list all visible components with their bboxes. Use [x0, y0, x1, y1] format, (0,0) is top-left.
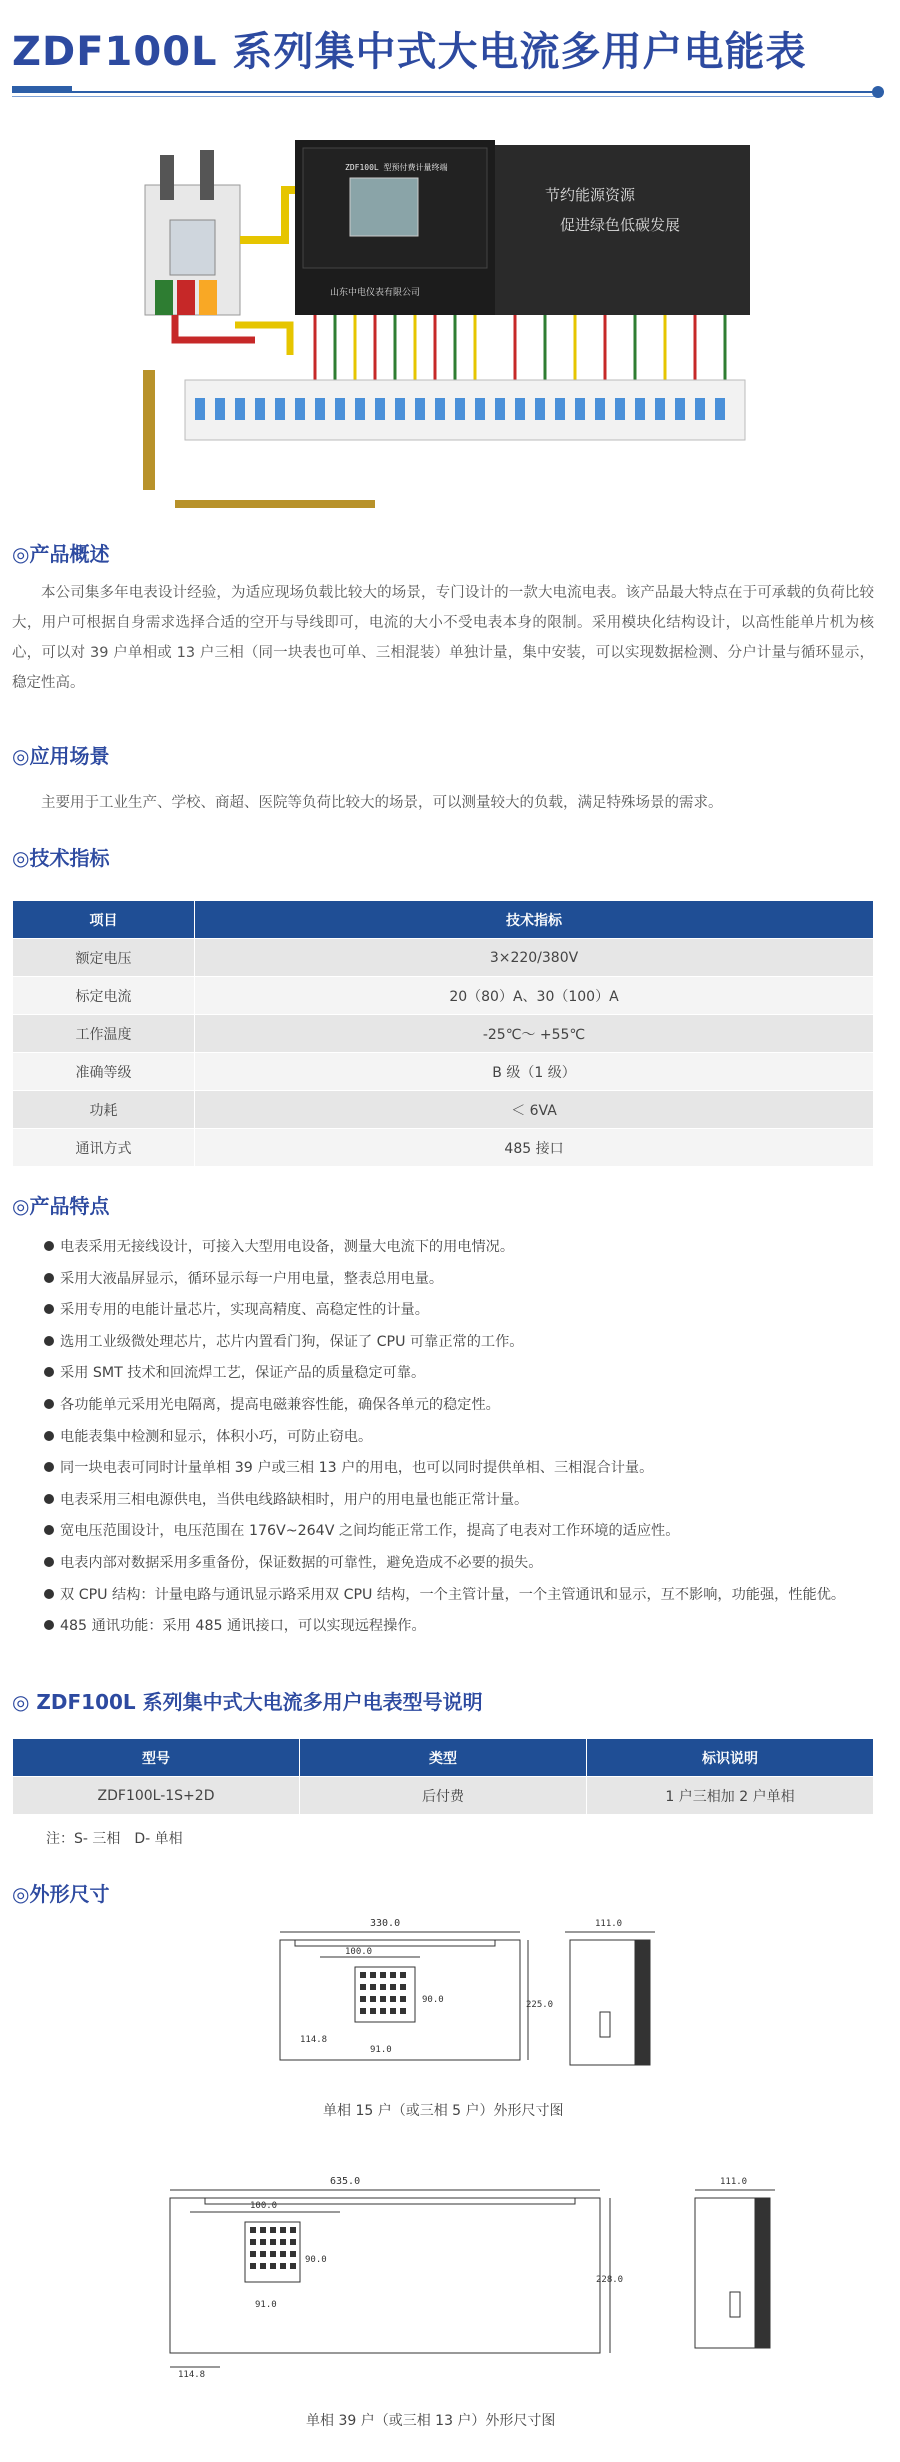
model-col-type: 类型	[300, 1739, 587, 1777]
bullet-icon	[44, 1336, 54, 1346]
list-item: 电能表集中检测和显示，体积小巧，可防止窃电。	[12, 1422, 874, 1454]
specs-col-value: 技术指标	[195, 901, 874, 939]
application-text: 主要用于工业生产、学校、商超、医院等负荷比较大的场景，可以测量较大的负载，满足特殊场景的需求。	[41, 795, 723, 811]
bullet-icon	[44, 1557, 54, 1567]
spec-value: -25℃～ +55℃	[195, 1015, 874, 1053]
spec-item: 准确等级	[13, 1053, 195, 1091]
model-table	[12, 1738, 874, 1815]
small-depth-label: 111.0	[595, 1919, 623, 1929]
list-item: 宽电压范围设计，电压范围在 176V~264V 之间均能正常工作，提高了电表对工作环境的适应性。	[12, 1516, 874, 1548]
overview-text: 本公司集多年电表设计经验，为适应现场负载比较大的场景，专门设计的一款大电流电表。该产品最大特点在于可承载的负荷比较大，用户可根据自身需求选择合适的空开与导线即可，电流的大小不受电表本身的限制。采用模块化结构设计，以高性能单片机为核心，可以对 39 户单相或 13 户三相（同一块表也可单、三相混装）单独计量，集中安装，可以实现数据检测、分户计量与循环显示，稳定性高。	[12, 585, 874, 691]
features-heading: ◎产品特点	[12, 1194, 110, 1218]
product-photo	[115, 130, 755, 520]
list-item: 各功能单元采用光电隔离，提高电磁兼容性能，确保各单元的稳定性。	[12, 1390, 874, 1422]
model-value: ZDF100L-1S+2D	[13, 1777, 300, 1815]
overview-heading: ◎产品概述	[12, 542, 110, 566]
small-win-h-label: 90.0	[422, 1995, 444, 2005]
spec-item: 通讯方式	[13, 1129, 195, 1167]
bullet-icon	[44, 1431, 54, 1441]
large-win-h-label: 90.0	[305, 2255, 327, 2265]
large-height-label: 228.0	[596, 2275, 624, 2285]
large-depth-label: 111.0	[720, 2177, 748, 2187]
specs-table	[12, 900, 874, 1167]
hero-slogan-2: 促进绿色低碳发展	[560, 216, 681, 234]
table-row	[13, 939, 874, 977]
table-row	[13, 1053, 874, 1091]
spec-value: 485 接口	[195, 1129, 874, 1167]
bullet-icon	[44, 1241, 54, 1251]
table-row	[13, 1129, 874, 1167]
table-row	[13, 1091, 874, 1129]
large-left-label: 114.8	[178, 2370, 206, 2380]
list-item: 电表采用三相电源供电，当供电线路缺相时，用户的用电量也能正常计量。	[12, 1485, 874, 1517]
spec-item: 功耗	[13, 1091, 195, 1129]
hero-slogan-1: 节约能源资源	[545, 186, 636, 204]
features-list	[12, 1232, 874, 1643]
specs-heading: ◎技术指标	[12, 846, 110, 870]
bullet-icon	[44, 1494, 54, 1504]
hero-maker: 山东中电仪表有限公司	[330, 288, 421, 298]
small-width-label: 330.0	[370, 1918, 401, 1929]
large-front-drawing	[160, 2172, 630, 2386]
spec-value: 20（80）A、30（100）A	[195, 977, 874, 1015]
list-item: 电表采用无接线设计，可接入大型用电设备，测量大电流下的用电情况。	[12, 1232, 874, 1264]
page-title: ZDF100L 系列集中式大电流多用户电能表	[12, 29, 807, 75]
list-item: 采用 SMT 技术和回流焊工艺，保证产品的质量稳定可靠。	[12, 1358, 874, 1390]
application-heading: ◎应用场景	[12, 744, 110, 768]
small-left-label: 114.8	[300, 2035, 328, 2045]
specs-col-item: 项目	[13, 901, 195, 939]
large-bottom-label: 91.0	[255, 2300, 277, 2310]
small-bottom-label: 91.0	[370, 2045, 392, 2055]
type-value: 后付费	[300, 1777, 587, 1815]
small-drawing-caption: 单相 15 户（或三相 5 户）外形尺寸图	[323, 2103, 564, 2119]
spec-item: 标定电流	[13, 977, 195, 1015]
small-height-label: 225.0	[526, 2000, 554, 2010]
small-front-drawing	[270, 1912, 554, 2086]
dims-heading: ◎外形尺寸	[12, 1882, 110, 1906]
list-item: 采用专用的电能计量芯片，实现高精度、高稳定性的计量。	[12, 1295, 874, 1327]
model-note: 注：S- 三相 D- 单相	[46, 1831, 183, 1847]
small-win-w-label: 100.0	[345, 1947, 373, 1957]
large-side-drawing	[685, 2172, 785, 2366]
large-width-label: 635.0	[330, 2176, 361, 2187]
bullet-icon	[44, 1304, 54, 1314]
large-win-w-label: 100.0	[250, 2201, 278, 2211]
large-drawing-caption: 单相 39 户（或三相 13 户）外形尺寸图	[306, 2413, 556, 2429]
model-heading: ◎ ZDF100L 系列集中式大电流多用户电表型号说明	[12, 1690, 483, 1714]
list-item: 485 通讯功能：采用 485 通讯接口，可以实现远程操作。	[12, 1611, 874, 1643]
bullet-icon	[44, 1399, 54, 1409]
table-row	[13, 1015, 874, 1053]
bullet-icon	[44, 1273, 54, 1283]
bullet-icon	[44, 1367, 54, 1377]
bullet-icon	[44, 1525, 54, 1535]
bullet-icon	[44, 1462, 54, 1472]
bullet-icon	[44, 1620, 54, 1630]
desc-value: 1 户三相加 2 户单相	[587, 1777, 874, 1815]
spec-item: 工作温度	[13, 1015, 195, 1053]
model-col-desc: 标识说明	[587, 1739, 874, 1777]
bullet-icon	[44, 1589, 54, 1599]
list-item: 同一块电表可同时计量单相 39 户或三相 13 户的用电，也可以同时提供单相、三相混合计量。	[12, 1453, 874, 1485]
table-row	[13, 977, 874, 1015]
hero-panel-label: ZDF100L 型预付费计量终端	[345, 163, 448, 172]
small-side-drawing	[560, 1912, 660, 2086]
model-col-model: 型号	[13, 1739, 300, 1777]
spec-item: 额定电压	[13, 939, 195, 977]
title-divider	[12, 86, 882, 100]
spec-value: ＜ 6VA	[195, 1091, 874, 1129]
list-item: 采用大液晶屏显示，循环显示每一户用电量，整表总用电量。	[12, 1264, 874, 1296]
list-item: 电表内部对数据采用多重备份，保证数据的可靠性，避免造成不必要的损失。	[12, 1548, 874, 1580]
list-item: 选用工业级微处理芯片，芯片内置看门狗，保证了 CPU 可靠正常的工作。	[12, 1327, 874, 1359]
table-row	[13, 1777, 874, 1815]
spec-value: 3×220/380V	[195, 939, 874, 977]
list-item: 双 CPU 结构：计量电路与通讯显示路采用双 CPU 结构，一个主管计量，一个主管通讯和显示，互不影响，功能强，性能优。	[12, 1580, 874, 1612]
spec-value: B 级（1 级）	[195, 1053, 874, 1091]
